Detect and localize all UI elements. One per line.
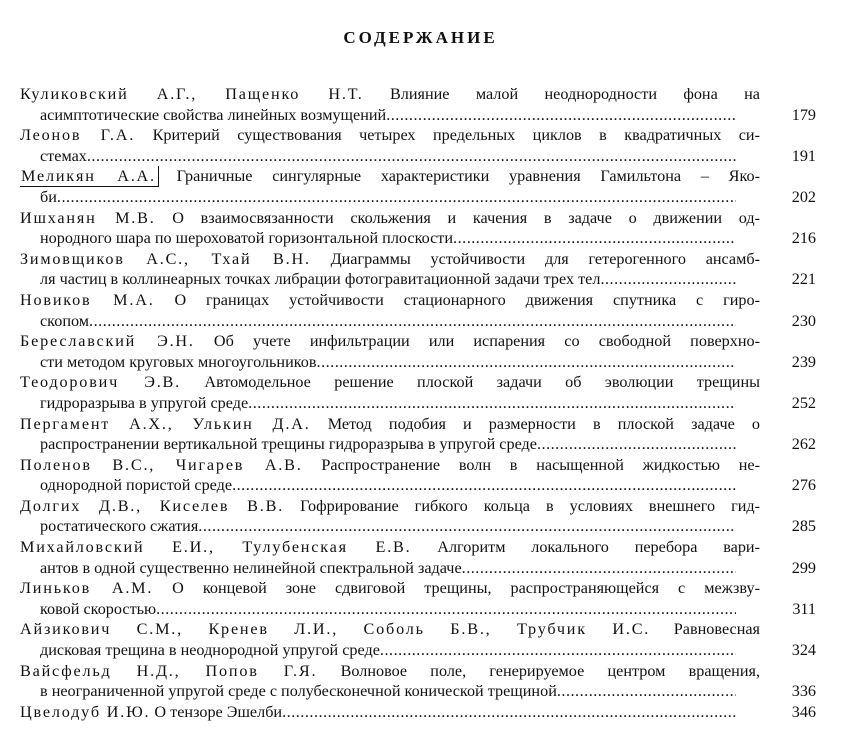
toc-entry-title-line2: дисковая трещина в неоднородной упругой среде [40,641,380,660]
toc-entry [20,166,820,207]
toc-entry-authors: Береславский Э.Н. [20,332,195,351]
toc-entry-title-line1: Автомодельное решение плоской задачи об эволюции трещины [181,373,760,392]
toc-entry-title-line1: О концевой зоне сдвиговой трещины, распространяющейся с межзву- [153,579,760,598]
toc-entry-authors: Линьков А.М. [20,579,154,598]
toc-entry-authors: Новиков М.А. [20,290,155,309]
toc-entry-authors: Зимовщиков А.С., Тхай В.Н. [20,249,311,268]
leader-dots [232,475,736,496]
toc-entry-title-line2: гидроразрыва в упругой среде [40,393,249,412]
toc-entry [20,455,820,496]
leader-dots [462,558,736,579]
toc-entry-title-line2: ростатического сжатия [40,517,199,536]
toc-entry [20,537,820,578]
toc-entry-authors: Вайсфельд Н.Д., Попов Г.Я. [20,661,318,680]
leader-dots [89,311,736,332]
leader-dots [57,187,736,208]
toc-entry-page: 299 [791,558,816,577]
toc-entry-title-line2: сти методом круговых многоугольников [40,352,317,371]
toc-entry-authors: Меликян А.А. [21,167,156,186]
toc-entry-title-line2: стемах [40,146,87,165]
toc-entry-title-line2: однородной пористой среде [40,476,233,495]
toc-entry-title-line1: Равновесная [650,620,760,639]
toc-entry [20,702,820,723]
toc-entry-page: 262 [791,435,816,454]
toc-entry [20,496,820,537]
leader-dots [600,269,736,290]
toc-entry-title-line1: Алгоритм локального перебора вари- [411,538,760,557]
toc-entry-title-line1: Метод подобия и размерности в плоской задаче о [310,414,760,433]
toc-entry-page: 276 [791,476,816,495]
toc-entry [20,619,820,660]
toc-entry-authors: Цвелодуб И.Ю. [20,702,151,721]
toc-entry-title-line2: нородного шара по шероховатой горизонтальной плоскости [40,229,454,248]
toc-entry-title-line1: О взаимосвязанности скольжения и качения в задаче о движении од- [155,208,760,227]
toc-entry-page: 285 [791,517,816,536]
leader-dots [380,640,736,661]
toc-entry-authors: Теодорович Э.В. [20,373,182,392]
toc-entry [20,208,820,249]
toc-entry-title-line2: скопом [40,311,90,330]
toc-entry-page: 311 [792,599,816,618]
toc-entry-page: 336 [791,682,816,701]
toc-entry-title-line1: Распространение волн в насыщенной жидкостью не- [302,455,760,474]
table-of-contents [20,84,820,722]
toc-entry [20,331,820,372]
toc-entry-title-line2: ля частиц в коллинеарных точках либрации фотогравитационной задачи трех тел [40,270,601,289]
toc-entry-title-line2: асимптотические свойства линейных возмущений [40,105,387,124]
toc-entry-page: 230 [791,311,816,330]
toc-entry-page: 216 [791,229,816,248]
toc-entry-title-line1: О границах устойчивости стационарного движения спутника с гиро- [154,290,760,309]
toc-entry-page: 346 [791,702,816,721]
leader-dots [386,105,736,126]
toc-entry-authors: Поленов В.С., Чигарев А.В. [20,455,303,474]
toc-entry-page: 324 [791,641,816,660]
toc-entry-authors: Куликовский А.Г., Пащенко Н.Т. [20,85,364,103]
toc-entry-page: 191 [791,146,816,165]
toc-entry-title-line2: би [40,187,57,206]
toc-entry-page: 221 [791,270,816,289]
toc-entry [20,290,820,331]
toc-entry-page: 179 [791,105,816,124]
toc-entry-title-line1: Волновое поле, генерируемое центром вращения, [317,661,760,680]
leader-dots [317,352,736,373]
toc-entry-title: О тензоре Эшелби [150,702,283,721]
toc-entry-title-line1: Диаграммы устойчивости для гетерогенного ансамб- [310,249,760,268]
toc-entry-page: 239 [791,352,816,371]
leader-dots [198,516,736,537]
toc-entry-title-line1: Граничные сингулярные характеристики уравнения Гамильтона – Яко- [156,167,760,186]
page-title: СОДЕРЖАНИЕ [343,28,498,47]
toc-entry [20,372,820,413]
toc-entry-authors: Ишханян М.В. [20,208,156,227]
leader-dots [537,434,736,455]
toc-entry-title-line1: Влияние малой неоднородности фона на [363,85,760,103]
toc-entry-title-line2: антов в одной существенно нелинейной спектральной задаче [40,558,462,577]
toc-entry-authors: Пергамент А.Х., Улькин Д.А. [20,414,311,433]
leader-dots [248,393,736,414]
toc-entry-title-line2: ковой скоростью [40,599,157,618]
toc-entry-page: 202 [791,187,816,206]
leader-dots [453,228,736,249]
toc-entry-authors: Айзикович С.М., Кренев Л.И., Соболь Б.В., Трубчик И.С. [20,620,651,639]
toc-entry [20,578,820,619]
toc-entry-title-line1: Гофрирование гибкого кольца в условиях внешнего гид- [284,496,760,515]
toc-entry-title-line1: Критерий существования четырех предельных циклов в квадратичных си- [135,126,760,145]
toc-entry-page: 252 [791,393,816,412]
toc-entry [20,661,820,702]
toc-entry [20,414,820,455]
toc-entry-title-line2: распространении вертикальной трещины гидроразрыва в упругой среде [40,435,537,454]
toc-entry-title-line1: Об учете инфильтрации или испарения со свободной поверхно- [194,332,760,351]
toc-entry [20,125,820,166]
toc-entry-authors: Леонов Г.А. [20,126,136,145]
toc-entry-title-line2: в неограниченной упругой среде с полубесконечной конической трещиной [40,682,557,701]
leader-dots [282,702,736,723]
leader-dots [87,146,736,167]
toc-entry [20,84,820,125]
leader-dots [557,681,736,702]
toc-entry-authors: Михайловский Е.И., Тулубенская Е.В. [20,538,412,557]
toc-entry-authors: Долгих Д.В., Киселев В.В. [20,496,285,515]
leader-dots [156,599,736,620]
toc-entry [20,249,820,290]
